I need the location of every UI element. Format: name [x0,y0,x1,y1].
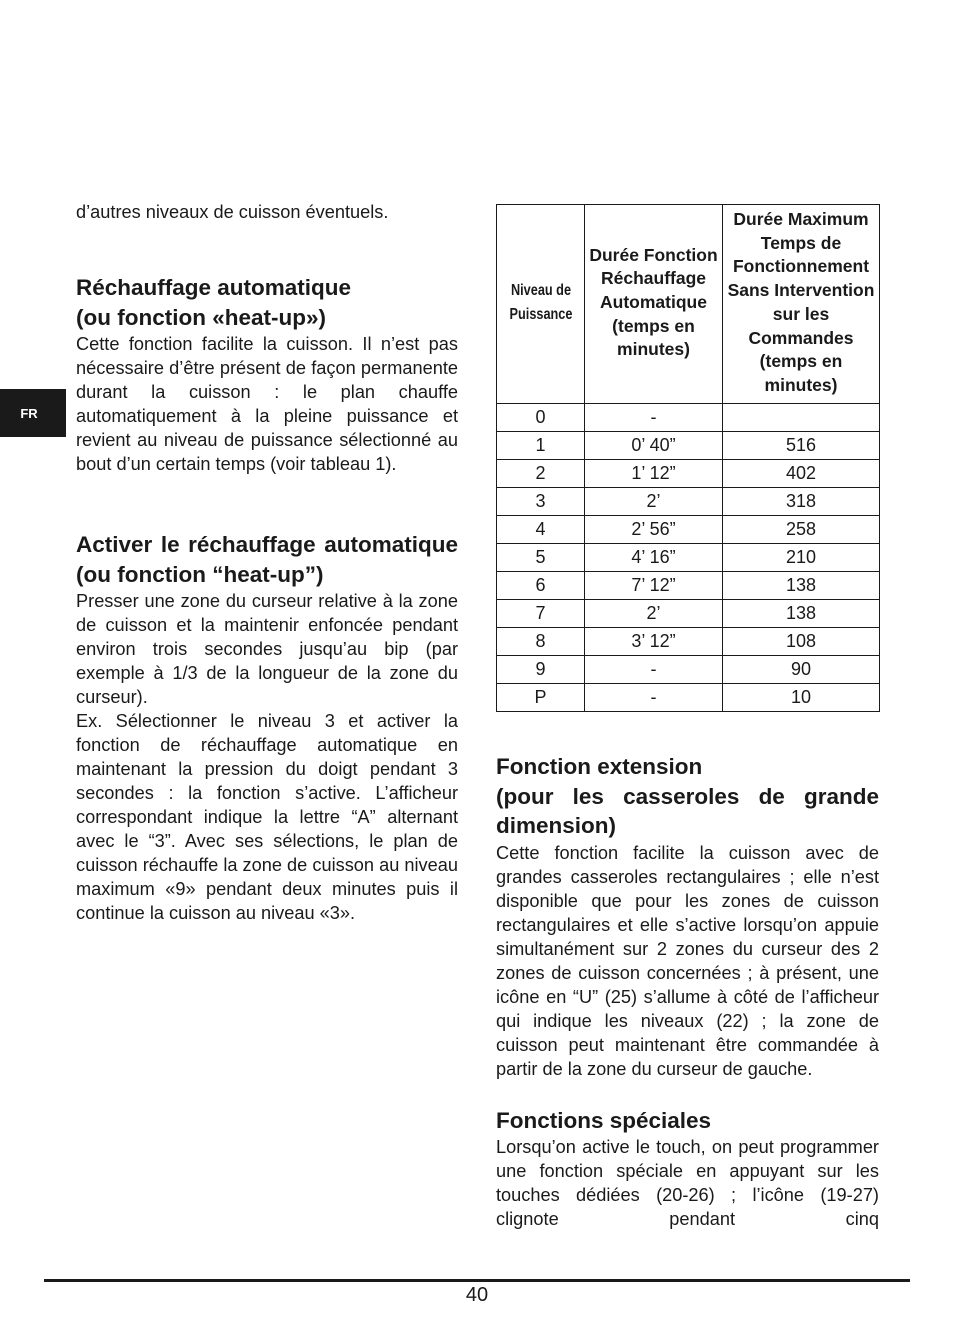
header-power-level: Niveau de Puissance [504,205,576,404]
cell-max-duration: 138 [723,571,880,599]
cell-power-level: 2 [497,459,585,487]
cell-max-duration: 138 [723,599,880,627]
table-row [497,683,880,711]
cell-heat-up-duration: 2’ [585,487,723,515]
table-row [497,655,880,683]
cell-heat-up-duration: 4’ 16” [585,543,723,571]
footer-rule [44,1279,910,1282]
table-row [497,459,880,487]
cell-max-duration [723,403,880,431]
cell-heat-up-duration: 7’ 12” [585,571,723,599]
header-max-duration: Durée Maximum Temps de Fonctionnement Sans Intervention sur les Commandes (temps en minutes) [723,205,880,404]
cell-max-duration: 516 [723,431,880,459]
table-row [497,431,880,459]
cell-power-level: 0 [497,403,585,431]
cell-heat-up-duration: - [585,655,723,683]
cell-max-duration: 402 [723,459,880,487]
activate-example: Ex. Sélectionner le niveau 3 et activer la fonction de réchauffage automatique en maintenant la pression du doigt pendant 3 secondes : la fonction s’active. L’afficheur correspondant indique la lettre “A” alternant avec le “3”. Avec ses sélections, le plan de cuisson réchauffe la zone de cuisson au niveau maximum «9» pendant deux minutes puis il continue la cuisson au niveau «3». [76,711,458,923]
cell-max-duration: 210 [723,543,880,571]
language-tab: FR [0,389,66,437]
power-level-table [496,204,880,712]
extension-description: Cette fonction facilite la cuisson avec de grandes casseroles rectangulaires ; elle n’est disponible que pour les zones de cuisson rectangulaires et elle s’active lorsqu’on appuie simultanément sur 2 zones du curseur des 2 zones de cuisson concernées ; à présent, une icône en “U” (25) s’allume à côté de l’afficheur qui indique les niveaux (22) ; la zone de cuisson peut maintenant être commandée à partir de la zone du curseur de gauche. [496,842,879,1079]
cell-power-level: P [497,683,585,711]
intro-text: d’autres niveaux de cuisson éventuels. [76,202,389,222]
table-row [497,599,880,627]
heading-line: (ou fonction «heat-up») [76,304,326,330]
cell-power-level: 8 [497,627,585,655]
table-row [497,403,880,431]
cell-max-duration: 90 [723,655,880,683]
cell-heat-up-duration: 0’ 40” [585,431,723,459]
table-row [497,543,880,571]
cell-max-duration: 108 [723,627,880,655]
cell-power-level: 1 [497,431,585,459]
cell-max-duration: 10 [723,683,880,711]
table-row [497,515,880,543]
header-heat-up-duration: Durée Fonction Réchauffage Automatique (temps en minutes) [585,205,723,404]
cell-heat-up-duration: - [585,403,723,431]
section-heading-heat-up [76,273,458,332]
cell-power-level: 9 [497,655,585,683]
heat-up-description: Cette fonction facilite la cuisson. Il n’est pas nécessaire d’être présent de façon permanente durant la cuisson : le plan chauffe automatiquement à la pleine puissance et revient au niveau de puissance sélectionné au bout d’un certain temps (voir tableau 1). [76,334,458,474]
cell-power-level: 6 [497,571,585,599]
activate-description: Presser une zone du curseur relative à la zone de cuisson et la maintenir enfoncée pendant environ trois secondes jusqu’au bip (par exemple à 1/3 de la longueur de la zone du curseur). [76,591,458,707]
cell-power-level: 7 [497,599,585,627]
special-description: Lorsqu’on active le touch, on peut programmer une fonction spéciale en appuyant sur les touches dédiées (20-26) ; l’icône (19-27) clignote pendant cinq [496,1137,879,1229]
cell-heat-up-duration: 3’ 12” [585,627,723,655]
cell-power-level: 4 [497,515,585,543]
table-row [497,627,880,655]
cell-max-duration: 258 [723,515,880,543]
table-container [496,204,880,712]
cell-heat-up-duration: 2’ [585,599,723,627]
cell-power-level: 3 [497,487,585,515]
heading-line: Fonction extension [496,754,703,779]
cell-heat-up-duration: - [585,683,723,711]
cell-power-level: 5 [497,543,585,571]
page-number: 40 [465,1284,489,1306]
cell-max-duration: 318 [723,487,880,515]
left-column [76,200,458,925]
heading-line: Réchauffage automatique [76,275,352,300]
heading-line: (pour les casseroles de grande dimension) [496,783,879,838]
right-column [496,752,879,1231]
table-row [497,571,880,599]
cell-heat-up-duration: 2’ 56” [585,515,723,543]
section-heading-extension [496,752,879,841]
section-heading-activate: Activer le réchauffage automatique (ou fonction “heat-up”) [76,532,458,587]
cell-heat-up-duration: 1’ 12” [585,459,723,487]
table-row [497,487,880,515]
section-heading-special: Fonctions spéciales [496,1107,712,1133]
table-body [497,403,880,711]
table-header-row [497,205,880,404]
